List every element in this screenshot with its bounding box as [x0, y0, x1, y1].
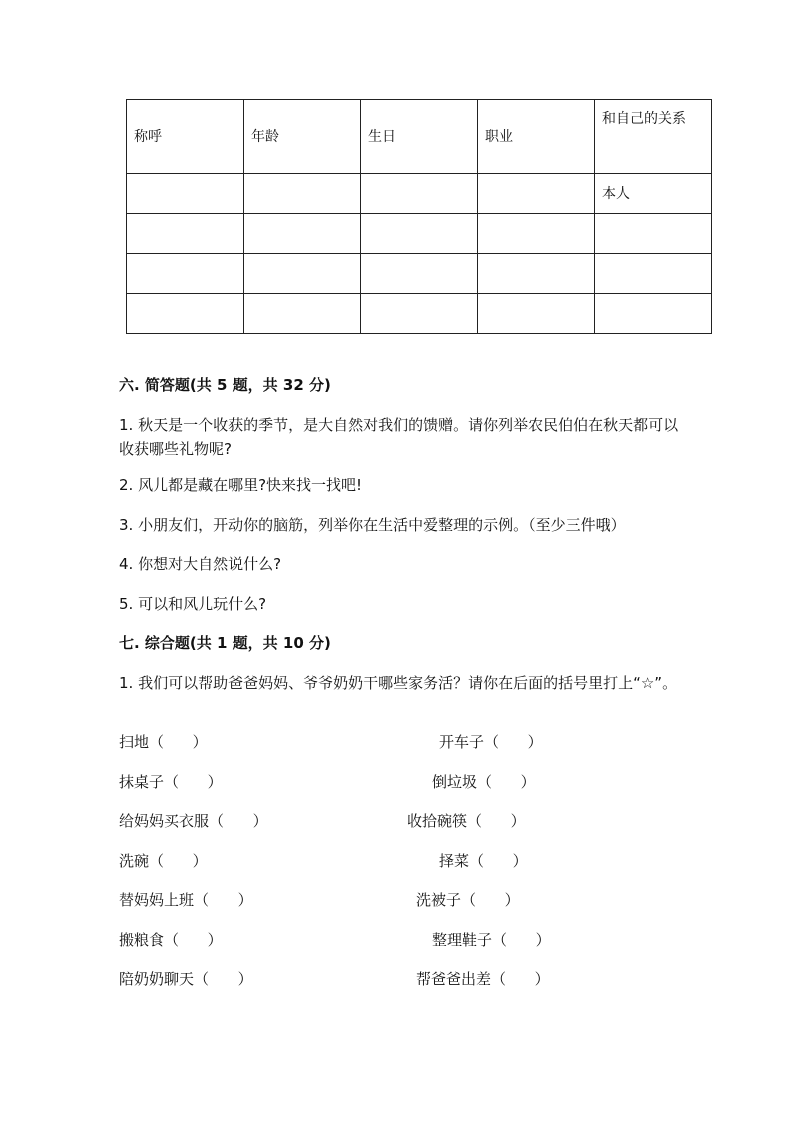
table-row: [127, 174, 712, 214]
table-cell[interactable]: [244, 294, 361, 334]
header-cell-job: 职业: [478, 100, 595, 174]
table-cell[interactable]: [244, 214, 361, 254]
table-cell[interactable]: [595, 294, 712, 334]
table-cell[interactable]: [361, 214, 478, 254]
table-row: [127, 294, 712, 334]
chore-item-right[interactable]: 择菜（ ）: [439, 852, 528, 870]
question-6-1: 1. 秋天是一个收获的季节，是大自然对我们的馈赠。请你列举农民伯伯在秋天都可以收获哪些礼物呢?: [119, 416, 679, 458]
chore-item-left[interactable]: 扫地（ ）: [119, 733, 208, 751]
chore-item-left[interactable]: 陪奶奶聊天（ ）: [119, 970, 253, 988]
chore-item-left[interactable]: 替妈妈上班（ ）: [119, 891, 253, 909]
header-cell-relation: 和自己的关系: [595, 100, 712, 174]
question-7-1: 1. 我们可以帮助爸爸妈妈、爷爷奶奶干哪些家务活？请你在后面的括号里打上“☆”。: [119, 674, 678, 692]
table-cell[interactable]: [244, 174, 361, 214]
table-row: [127, 214, 712, 254]
chore-item-right[interactable]: 整理鞋子（ ）: [432, 931, 551, 949]
chore-item-left[interactable]: 洗碗（ ）: [119, 852, 208, 870]
table-cell[interactable]: [361, 294, 478, 334]
table-cell[interactable]: [478, 254, 595, 294]
table-row: [127, 254, 712, 294]
chore-item-right[interactable]: 收拾碗筷（ ）: [407, 812, 526, 830]
table-cell[interactable]: [595, 214, 712, 254]
question-6-3: 3. 小朋友们，开动你的脑筋，列举你在生活中爱整理的示例。（至少三件哦）: [119, 516, 626, 534]
header-cell-age: 年龄: [244, 100, 361, 174]
table-cell[interactable]: [478, 294, 595, 334]
chore-item-right[interactable]: 洗被子（ ）: [416, 891, 520, 909]
table-cell: 本人: [595, 174, 712, 214]
table-cell[interactable]: [127, 254, 244, 294]
section-6-title: 六. 简答题(共 5 题，共 32 分): [119, 376, 331, 394]
table-cell[interactable]: [127, 294, 244, 334]
table-cell[interactable]: [361, 174, 478, 214]
table-header-row: [127, 100, 712, 174]
family-info-table: [126, 99, 712, 334]
table-cell[interactable]: [361, 254, 478, 294]
chore-item-left[interactable]: 抹桌子（ ）: [119, 773, 223, 791]
table-cell[interactable]: [478, 214, 595, 254]
chore-item-left[interactable]: 搬粮食（ ）: [119, 931, 223, 949]
table-cell[interactable]: [595, 254, 712, 294]
table-cell[interactable]: [127, 214, 244, 254]
question-6-4: 4. 你想对大自然说什么?: [119, 555, 282, 573]
header-cell-title: 称呼: [127, 100, 244, 174]
header-cell-birthday: 生日: [361, 100, 478, 174]
chore-item-right[interactable]: 开车子（ ）: [439, 733, 543, 751]
question-6-2: 2. 风儿都是藏在哪里?快来找一找吧!: [119, 476, 363, 494]
question-6-5: 5. 可以和风儿玩什么?: [119, 595, 267, 613]
chore-item-left[interactable]: 给妈妈买衣服（ ）: [119, 812, 268, 830]
chore-item-right[interactable]: 帮爸爸出差（ ）: [416, 970, 550, 988]
table-cell[interactable]: [127, 174, 244, 214]
chore-item-right[interactable]: 倒垃圾（ ）: [432, 773, 536, 791]
table-cell[interactable]: [244, 254, 361, 294]
section-7-title: 七. 综合题(共 1 题，共 10 分): [119, 634, 331, 652]
table-cell[interactable]: [478, 174, 595, 214]
